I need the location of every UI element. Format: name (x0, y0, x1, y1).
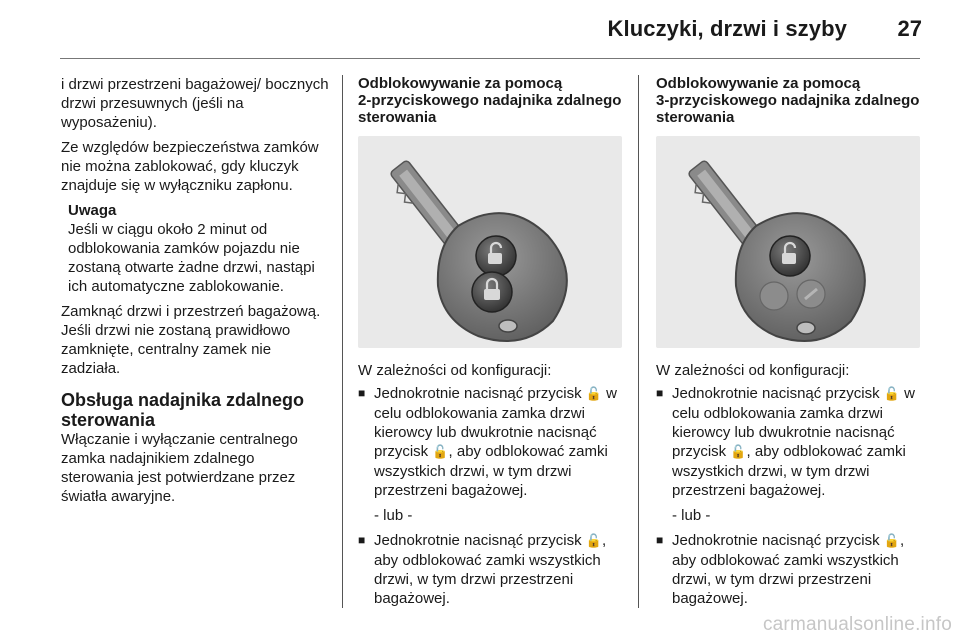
unlock-icon: 🔓 (585, 387, 602, 402)
column-3 (656, 75, 926, 608)
list-item: ■ Jednokrotnie nacisnąć przycisk 🔓, aby odblokować zamki wszystkich drzwi, w tym drzwi przestrzeni bagażowej. (358, 532, 607, 607)
heading-line: Odblokowywanie za pomocą (656, 75, 861, 92)
remote-key-3-button-icon (656, 136, 920, 348)
page-title: Kluczyki, drzwi i szyby (607, 16, 847, 41)
list-item: ■ Jednokrotnie nacisnąć przycisk 🔓, aby odblokować zamki wszystkich drzwi, w tym drzwi przestrzeni bagażowej. (656, 532, 905, 607)
heading-line: 3-przyciskowego nadajnika zdalnego (656, 92, 920, 109)
paragraph: Ze względów bezpieczeństwa zamków nie można zablokować, gdy kluczyk znajduje się w wyłączniku zapłonu. (61, 139, 319, 194)
unlock-icon: 🔓 (883, 534, 900, 549)
paragraph: i drzwi przestrzeni bagażowej/ bocznych drzwi przesuwnych (jeśli na wyposażeniu). (61, 76, 329, 131)
paragraph: Zamknąć drzwi i przestrzeń bagażową. Jeśli drzwi nie zostaną prawidłowo zamknięte, centralny zamek nie zadziała. (61, 303, 321, 377)
note-title: Uwaga (68, 202, 117, 219)
key-2-button-illustration (358, 136, 622, 348)
or-separator: - lub - (672, 507, 711, 524)
heading-line: sterowania (656, 109, 735, 126)
header-divider (60, 58, 920, 59)
subsection-heading (358, 75, 628, 126)
heading-line: Odblokowywanie za pomocą (358, 75, 563, 92)
page-number: 27 (897, 16, 922, 41)
heading-line: sterowania (358, 109, 437, 126)
subsection-heading (656, 75, 926, 126)
key-3-button-illustration (656, 136, 920, 348)
unlock-icon: 🔓 (432, 445, 449, 460)
intro-text: W zależności od konfiguracji: (656, 362, 850, 379)
section-title: Obsługa nadajnika zdalnego sterowania (61, 390, 305, 430)
note-body: Jeśli w ciągu około 2 minut od odblokowania zamków pojazdu nie zostaną otwarte żadne drzwi, nastąpi ich automatyczne zablokowanie. (68, 221, 315, 295)
note-block (61, 201, 329, 296)
unlock-icon: 🔓 (585, 534, 602, 549)
bullet-icon: ■ (358, 386, 366, 400)
page-header (0, 0, 960, 62)
column-divider-2 (638, 75, 639, 608)
or-separator: - lub - (374, 507, 413, 524)
heading-line: 2-przyciskowego nadajnika zdalnego (358, 92, 622, 109)
watermark: carmanualsonline.info (762, 614, 952, 635)
column-divider-1 (342, 75, 343, 608)
bullet-icon: ■ (358, 533, 366, 547)
column-1 (61, 75, 329, 512)
list-item: ■ Jednokrotnie nacisnąć przycisk 🔓 w celu odblokowania zamka drzwi kierowcy lub dwukrotnie nacisnąć przycisk 🔓, aby odblokować zamki wszystkich drzwi, w tym drzwi przestrzeni bagażowej. (358, 385, 617, 499)
bullet-icon: ■ (656, 386, 664, 400)
intro-text: W zależności od konfiguracji: (358, 362, 552, 379)
unlock-icon: 🔓 (730, 445, 747, 460)
column-2 (358, 75, 628, 608)
remote-key-2-button-icon (358, 136, 622, 348)
list-item: ■ Jednokrotnie nacisnąć przycisk 🔓 w celu odblokowania zamka drzwi kierowcy lub dwukrotnie nacisnąć przycisk 🔓, aby odblokować zamki wszystkich drzwi, w tym drzwi przestrzeni bagażowej. (656, 385, 915, 499)
paragraph: Włączanie i wyłączanie centralnego zamka nadajnikiem zdalnego sterowania jest potwierdzane przez światła awaryjne. (61, 431, 298, 505)
bullet-icon: ■ (656, 533, 664, 547)
unlock-icon: 🔓 (883, 387, 900, 402)
